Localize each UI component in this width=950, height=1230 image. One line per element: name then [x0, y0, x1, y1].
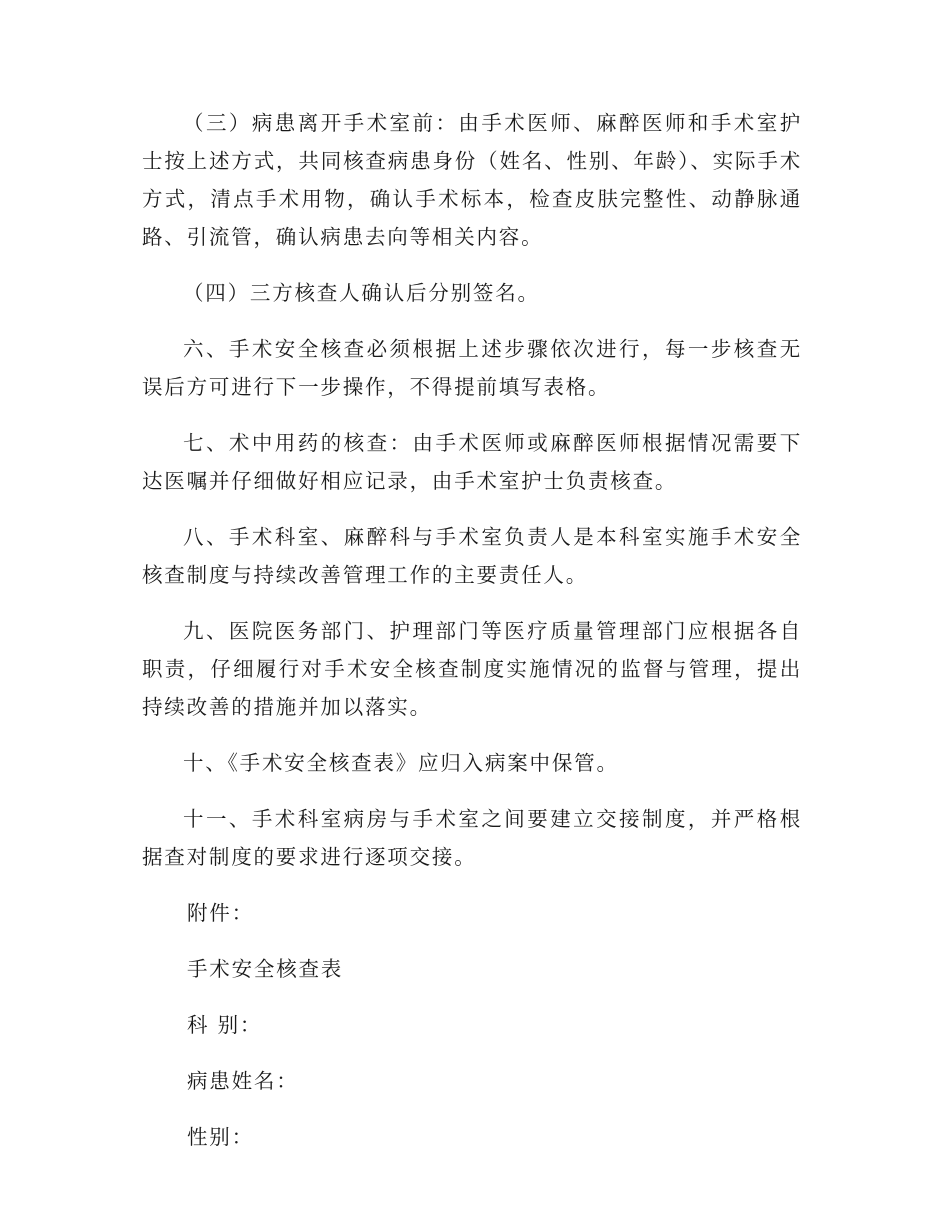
form-title: 手术安全核查表: [187, 957, 344, 981]
gender-field-label: 性别：: [187, 1125, 254, 1149]
paragraph-item-7: 七、术中用药的核查：由手术医师或麻醉医师根据情况需要下达医嘱并仔细做好相应记录，由手术室护士负责核查。: [142, 431, 802, 493]
patient-name-field-label: 病患姓名：: [187, 1069, 299, 1093]
paragraph-item-10: 十、《手术安全核查表》应归入病案中保管。: [183, 751, 619, 775]
paragraph-item-8: 八、手术科室、麻醉科与手术室负责人是本科室实施手术安全核查制度与持续改善管理工作的主要责任人。: [142, 525, 802, 587]
attachment-label: 附件：: [187, 901, 254, 925]
paragraph-item-9: 九、医院医务部门、护理部门等医疗质量管理部门应根据各自职责，仔细履行对手术安全核查制度实施情况的监督与管理，提出持续改善的措施并加以落实。: [142, 619, 802, 719]
paragraph-item-11: 十一、手术科室病房与手术室之间要建立交接制度，并严格根据查对制度的要求进行逐项交接。: [142, 807, 802, 869]
department-field-label: 科 别：: [187, 1013, 263, 1037]
paragraph-section-3: （三）病患离开手术室前：由手术医师、麻醉医师和手术室护士按上述方式，共同核查病患身份（姓名、性别、年龄）、实际手术方式，清点手术用物，确认手术标本，检查皮肤完整性、动静脉通路、引流管，确认病患去向等相关内容。: [142, 111, 802, 249]
paragraph-item-6: 六、手术安全核查必须根据上述步骤依次进行，每一步核查无误后方可进行下一步操作，不得提前填写表格。: [142, 337, 802, 399]
document-body: [142, 104, 802, 1174]
paragraph-section-4: （四）三方核查人确认后分别签名。: [183, 281, 540, 305]
